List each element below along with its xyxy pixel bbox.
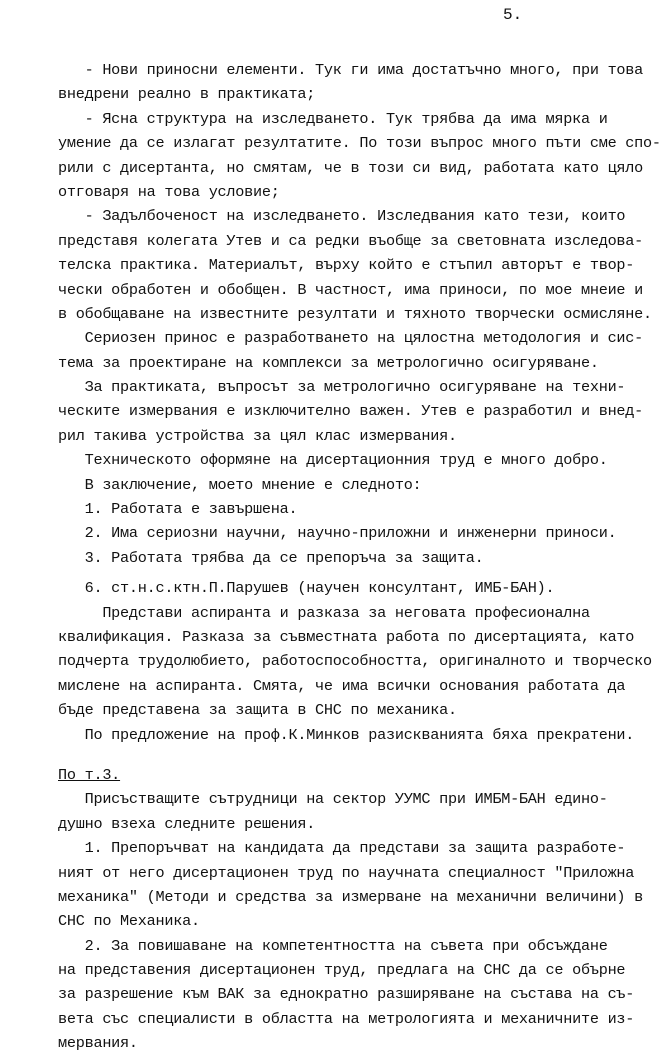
text-line: бъде представена за защита в СНС по механика. [58,701,457,720]
text-line: представя колегата Утев и са редки въобще за световната изследова- [58,231,644,250]
text-line: умение да се излагат резултатите. По този въпрос много пъти сме спо- [58,134,661,153]
document-body [58,58,664,1056]
text-line: телска практика. Материалът, върху който е стъпил авторът е твор- [58,256,635,275]
section-6 [58,576,664,747]
text-line: душно взеха следните решения. [58,814,316,833]
page-number: 5. [503,6,523,24]
text-line: Представи аспиранта и разказа за неговата професионална [58,603,590,622]
text-line: Сериозен принос е разработването на цялостна методология и сис- [58,329,644,348]
text-line: По предложение на проф.К.Минков разискванията бяха прекратени. [58,725,635,744]
text-line: Техническото оформяне на дисертационния труд е много добро. [58,451,608,470]
text-line: - Задълбоченост на изследването. Изследвания като тези, които [58,207,626,226]
text-line: отговаря на това условие; [58,182,280,201]
text-line: мервания. [58,1034,138,1053]
section-6-heading: 6. ст.н.с.ктн.П.Парушев (научен консултант, ИМБ-БАН). [58,579,555,598]
text-line: в обобщаване на известните резултати и тяхното творчески осмисляне. [58,304,652,323]
text-line: чески обработен и обобщен. В частност, има приноси, по мое мнеие и [58,280,644,299]
text-line: 2. За повишаване на компетентността на съвета при обсъждане [58,936,608,955]
text-line: тема за проектиране на комплекси за метрологично осигуряване. [58,353,599,372]
text-line: квалификация. Разказа за съвместната работа по дисертацията, като [58,627,635,646]
text-line: За практиката, въпросът за метрологично осигуряване на техни- [58,378,626,397]
text-line: вета със специалисти в областта на метрологията и механичните из- [58,1009,635,1028]
text-line: Присъстващите сътрудници на сектор УУМС при ИМБМ-БАН едино- [58,790,608,809]
text-line: В заключение, моето мнение е следното: [58,475,422,494]
text-line: внедрени реално в практиката; [58,85,316,104]
text-line: 1. Работата е завършена. [58,500,298,519]
text-line: - Нови приносни елементи. Тук ги има достатъчно много, при това [58,61,644,79]
text-line: рил такива устройства за цял клас измервания. [58,426,457,445]
text-line: механика" (Методи и средства за измерване на механични величини) в [58,887,644,906]
text-line: на представения дисертационен труд, предлага на СНС да се обърне [58,961,626,980]
point-3-section [58,763,664,1056]
text-line: 3. Работата трябва да се препоръча за защита. [58,548,484,567]
text-line: мислене на аспиранта. Смята, че има всички основания работата да [58,676,626,695]
text-line: 1. Препоръчват на кандидата да представи за защита разработе- [58,839,626,858]
text-line: подчерта трудолюбието, работоспособността, оригиналното и творческо [58,652,652,671]
text-line: за разрешение към ВАК за еднократно разширяване на състава на съ- [58,985,635,1004]
text-line: - Ясна структура на изследването. Тук трябва да има мярка и [58,109,608,128]
review-paragraphs [58,58,664,570]
text-line: ният от него дисертационен труд по научната специалност "Приложна [58,863,635,882]
text-line: 2. Има сериозни научни, научно-приложни и инженерни приноси. [58,524,617,543]
text-line: ческите измервания е изключително важен. Утев е разработил и внед- [58,402,644,421]
text-line: рили с дисертанта, но смятам, че в този си вид, работата като цяло [58,158,644,177]
text-line: СНС по Механика. [58,912,200,931]
point-3-heading: По т.3. [58,765,121,784]
